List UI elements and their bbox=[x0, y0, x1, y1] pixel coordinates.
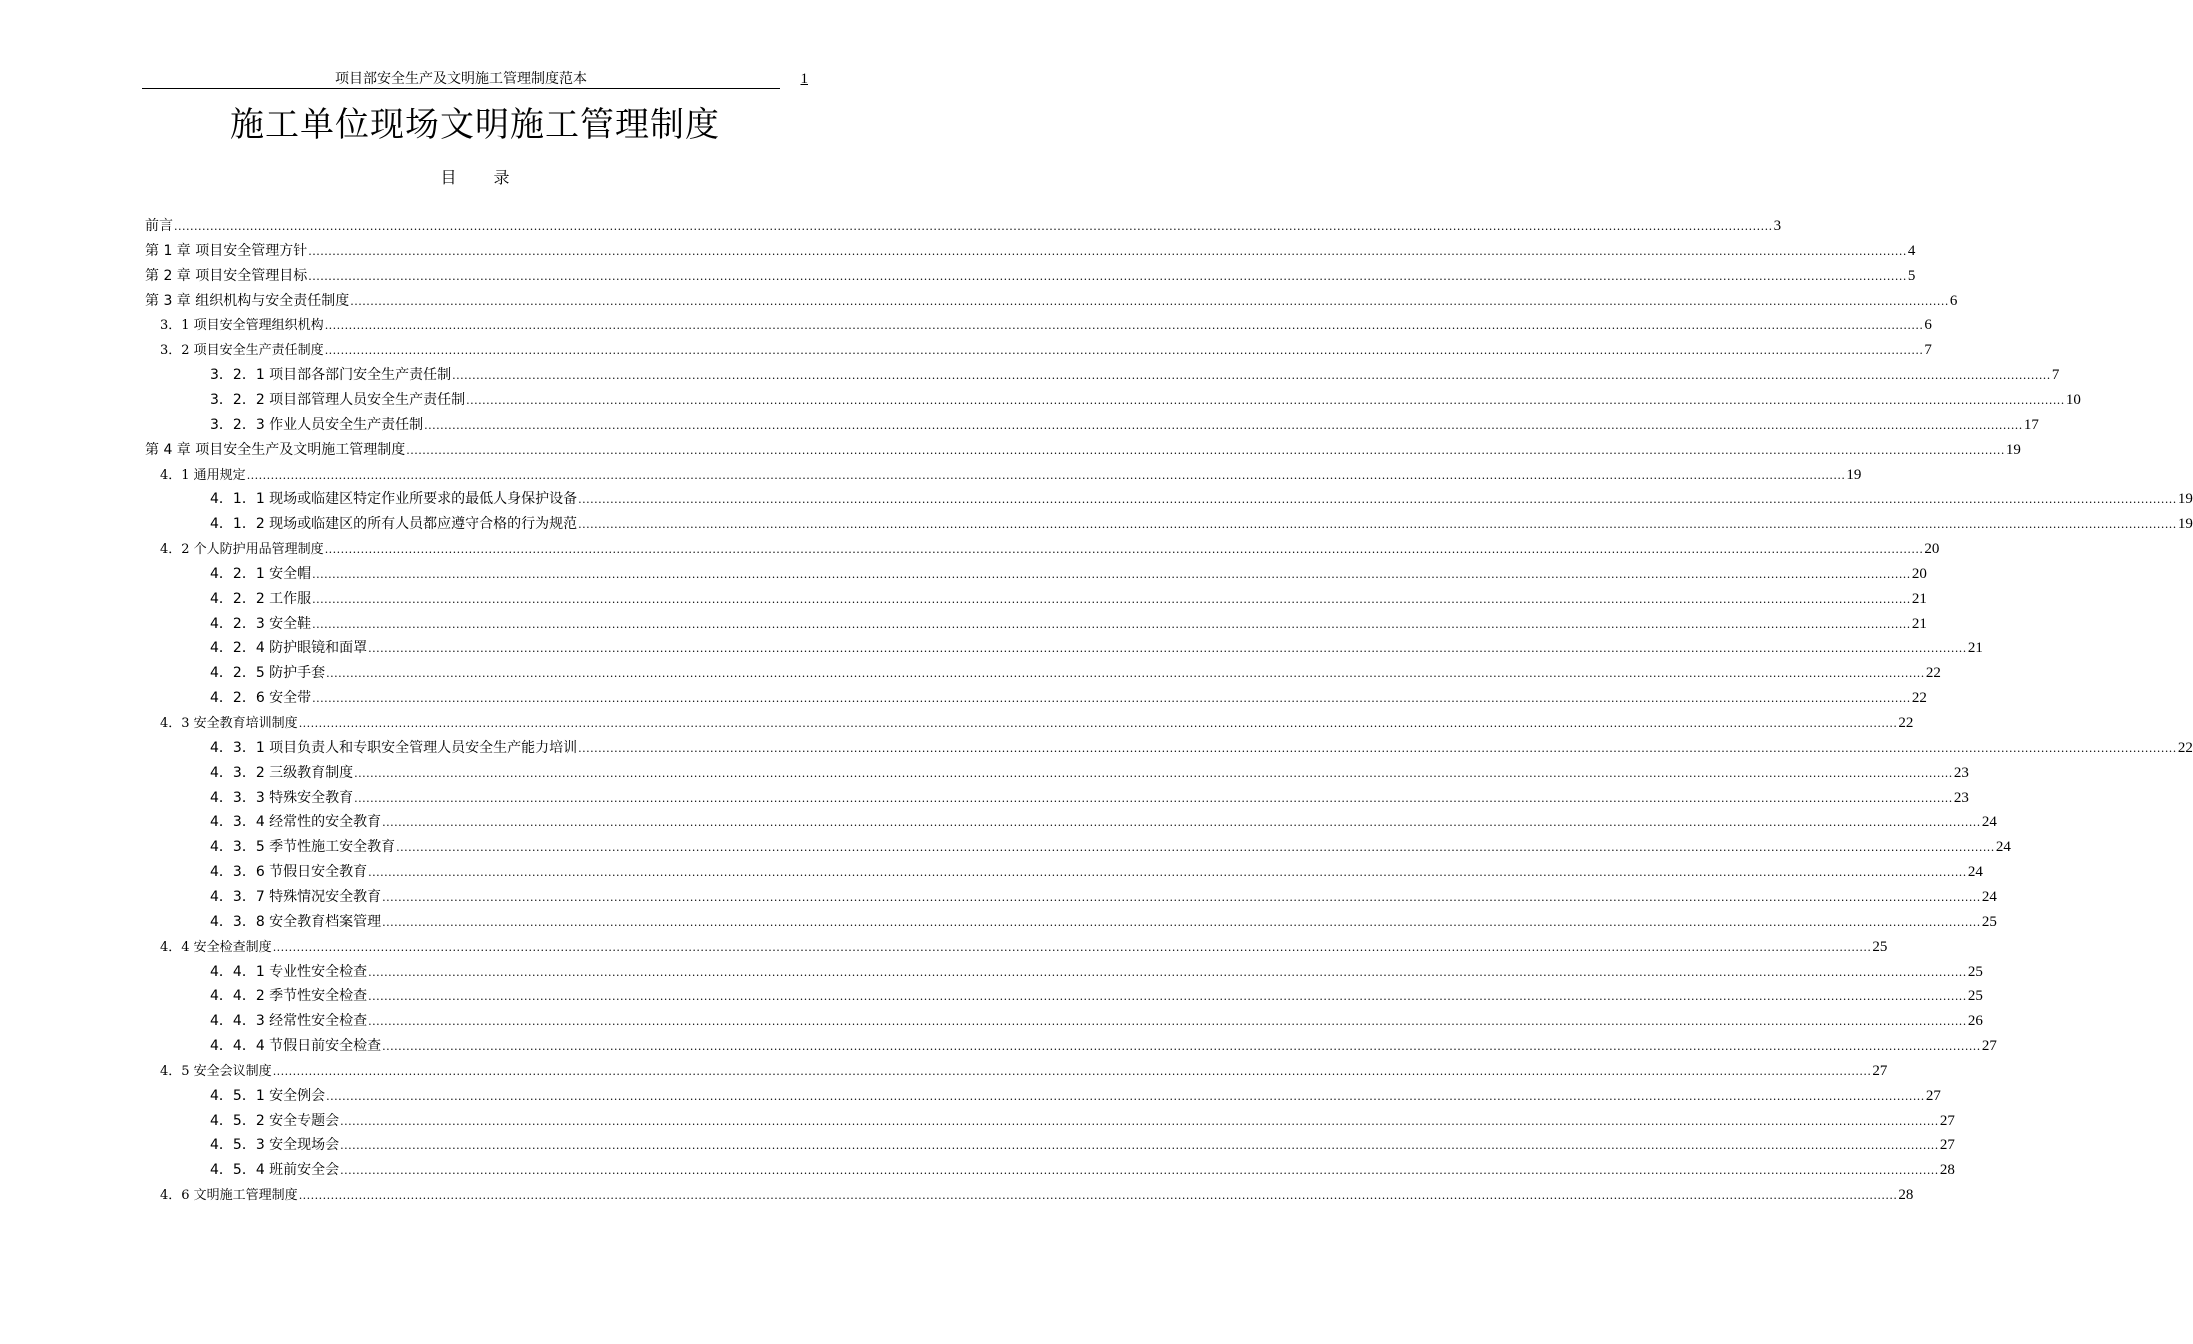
toc-entry-page: 27 bbox=[1939, 1112, 1955, 1129]
toc-entry-label: 4．2．4 防护眼镜和面罩 bbox=[210, 640, 368, 657]
toc-entry bbox=[210, 788, 1969, 808]
toc-entry-page: 22 bbox=[2177, 739, 2193, 756]
toc-entry bbox=[160, 340, 1932, 360]
toc-entry bbox=[145, 216, 1782, 236]
toc-entry-page: 24 bbox=[1967, 864, 1983, 881]
toc-leader-dots: ................................................................................................................................................................................................................................................................................................................................................................................................................ bbox=[298, 717, 1898, 730]
toc-entry-label: 4．3．8 安全教育档案管理 bbox=[210, 913, 382, 930]
toc-leader-dots: ................................................................................................................................................................................................................................................................................................................................................................................................................ bbox=[312, 592, 1911, 606]
toc-entry-label: 4．6 文明施工管理制度 bbox=[160, 1188, 298, 1204]
toc-leader-dots: ................................................................................................................................................................................................................................................................................................................................................................................................................ bbox=[578, 741, 2177, 755]
toc-entry-label: 前言 bbox=[145, 218, 173, 234]
toc-entry-label: 4．4．3 经常性安全检查 bbox=[210, 1013, 368, 1030]
toc-entry-page: 19 bbox=[2177, 491, 2193, 508]
toc-entry bbox=[160, 315, 1932, 335]
toc-entry-page: 24 bbox=[1995, 839, 2011, 856]
toc-entry bbox=[210, 962, 1983, 982]
toc-entry bbox=[210, 1160, 1955, 1180]
toc-entry-label: 4．5．4 班前安全会 bbox=[210, 1162, 340, 1179]
toc-entry bbox=[160, 465, 1862, 485]
toc-entry bbox=[210, 614, 1927, 634]
toc-leader-dots: ................................................................................................................................................................................................................................................................................................................................................................................................................ bbox=[406, 443, 2005, 457]
toc-entry bbox=[160, 713, 1914, 733]
toc-entry-page: 24 bbox=[1981, 814, 1997, 831]
toc-entry bbox=[210, 986, 1983, 1006]
toc-entry bbox=[210, 887, 1997, 907]
toc-entry-page: 25 bbox=[1872, 938, 1888, 955]
toc-entry-label: 4．2．6 安全带 bbox=[210, 690, 312, 707]
toc-entry-label: 4．3．1 项目负责人和专职安全管理人员安全生产能力培训 bbox=[210, 739, 578, 756]
toc-entry-label: 4．3．7 特殊情况安全教育 bbox=[210, 888, 382, 905]
toc-entry bbox=[210, 514, 2193, 534]
toc-leader-dots: ................................................................................................................................................................................................................................................................................................................................................................................................................ bbox=[368, 866, 1967, 880]
toc-entry-label: 4．3．3 特殊安全教育 bbox=[210, 789, 354, 806]
toc-entry-label: 4．5．2 安全专题会 bbox=[210, 1112, 340, 1129]
toc-leader-dots: ................................................................................................................................................................................................................................................................................................................................................................................................................ bbox=[578, 493, 2177, 507]
toc-entry-label: 4．4．1 专业性安全检查 bbox=[210, 963, 368, 980]
toc-entry-label: 3．2 项目安全生产责任制度 bbox=[160, 343, 324, 359]
toc-entry-page: 20 bbox=[1924, 541, 1940, 558]
toc-leader-dots: ................................................................................................................................................................................................................................................................................................................................................................................................................ bbox=[246, 468, 1846, 482]
toc-leader-dots: ................................................................................................................................................................................................................................................................................................................................................................................................................ bbox=[340, 1164, 1939, 1178]
toc-entry-page: 28 bbox=[1898, 1187, 1914, 1204]
toc-leader-dots: ................................................................................................................................................................................................................................................................................................................................................................................................................ bbox=[308, 269, 1907, 283]
toc-leader-dots: ................................................................................................................................................................................................................................................................................................................................................................................................................ bbox=[326, 1089, 1925, 1103]
toc-entry bbox=[145, 440, 2021, 460]
toc-entry-label: 第 4 章 项目安全生产及文明施工管理制度 bbox=[145, 441, 406, 458]
toc-leader-dots: ................................................................................................................................................................................................................................................................................................................................................................................................................ bbox=[424, 418, 2023, 432]
toc-entry-page: 27 bbox=[1981, 1038, 1997, 1055]
toc-entry-page: 23 bbox=[1953, 764, 1969, 781]
toc-entry-label: 第 2 章 项目安全管理目标 bbox=[145, 267, 308, 284]
toc-entry bbox=[210, 862, 1983, 882]
toc-entry bbox=[160, 1061, 1888, 1081]
toc-entry-label: 4．4 安全检查制度 bbox=[160, 939, 272, 955]
toc-entry-label: 4．3．5 季节性施工安全教育 bbox=[210, 839, 396, 856]
toc-leader-dots: ................................................................................................................................................................................................................................................................................................................................................................................................................ bbox=[272, 940, 1872, 954]
toc-entry bbox=[145, 291, 1958, 311]
toc-leader-dots: ................................................................................................................................................................................................................................................................................................................................................................................................................ bbox=[324, 344, 1924, 358]
toc-entry-page: 22 bbox=[1925, 665, 1941, 682]
toc-entry-page: 24 bbox=[1981, 888, 1997, 905]
page-header bbox=[142, 70, 808, 92]
toc-entry-page: 6 bbox=[1949, 292, 1958, 309]
toc-entry-label: 4．4．4 节假日前安全检查 bbox=[210, 1038, 382, 1055]
toc-leader-dots: ................................................................................................................................................................................................................................................................................................................................................................................................................ bbox=[368, 965, 1967, 979]
toc-entry bbox=[160, 937, 1888, 957]
toc-leader-dots: ................................................................................................................................................................................................................................................................................................................................................................................................................ bbox=[382, 816, 1981, 830]
toc-entry-page: 21 bbox=[1967, 640, 1983, 657]
toc-entry-page: 25 bbox=[1967, 988, 1983, 1005]
toc-leader-dots: ................................................................................................................................................................................................................................................................................................................................................................................................................ bbox=[368, 1015, 1967, 1029]
toc-entry-label: 4．3．6 节假日安全教育 bbox=[210, 864, 368, 881]
toc-entry-page: 19 bbox=[2177, 516, 2193, 533]
toc-entry-page: 7 bbox=[2051, 367, 2060, 384]
toc-leader-dots: ................................................................................................................................................................................................................................................................................................................................................................................................................ bbox=[312, 692, 1911, 706]
toc-entry-page: 26 bbox=[1967, 1013, 1983, 1030]
toc-entry bbox=[210, 489, 2193, 509]
toc-leader-dots: ................................................................................................................................................................................................................................................................................................................................................................................................................ bbox=[354, 791, 1953, 805]
toc-entry-page: 22 bbox=[1898, 715, 1914, 731]
toc-entry bbox=[210, 564, 1927, 584]
toc-leader-dots: ................................................................................................................................................................................................................................................................................................................................................................................................................ bbox=[368, 990, 1967, 1004]
toc-entry-label: 4．2．2 工作服 bbox=[210, 590, 312, 607]
toc-entry-label: 4．3 安全教育培训制度 bbox=[160, 716, 298, 731]
toc-leader-dots: ................................................................................................................................................................................................................................................................................................................................................................................................................ bbox=[298, 1189, 1898, 1203]
toc-heading: 目 录 bbox=[440, 168, 526, 187]
toc-entry-label: 4．5 安全会议制度 bbox=[160, 1063, 272, 1079]
toc-entry-page: 27 bbox=[1939, 1137, 1955, 1154]
toc-leader-dots: ................................................................................................................................................................................................................................................................................................................................................................................................................ bbox=[312, 617, 1911, 631]
toc-leader-dots: ................................................................................................................................................................................................................................................................................................................................................................................................................ bbox=[466, 393, 2065, 407]
toc-entry-page: 10 bbox=[2065, 391, 2081, 408]
toc-leader-dots: ................................................................................................................................................................................................................................................................................................................................................................................................................ bbox=[324, 319, 1924, 333]
toc-entry-label: 4．3．4 经常性的安全教育 bbox=[210, 814, 382, 831]
toc-leader-dots: ................................................................................................................................................................................................................................................................................................................................................................................................................ bbox=[368, 642, 1967, 656]
toc-entry-page: 19 bbox=[2005, 441, 2021, 458]
toc-entry bbox=[210, 912, 1997, 932]
toc-entry-page: 22 bbox=[1911, 690, 1927, 707]
toc-entry bbox=[210, 1036, 1997, 1056]
toc-leader-dots: ................................................................................................................................................................................................................................................................................................................................................................................................................ bbox=[340, 1139, 1939, 1153]
toc-entry-label: 3．2．1 项目部各部门安全生产责任制 bbox=[210, 367, 452, 384]
toc-entry bbox=[210, 1135, 1955, 1155]
toc-leader-dots: ................................................................................................................................................................................................................................................................................................................................................................................................................ bbox=[326, 667, 1925, 681]
toc-entry-label: 3．1 项目安全管理组织机构 bbox=[160, 318, 324, 334]
toc-entry bbox=[160, 1185, 1914, 1205]
toc-entry-label: 3．2．3 作业人员安全生产责任制 bbox=[210, 416, 424, 433]
toc-entry-label: 4．1 通用规定 bbox=[160, 467, 246, 483]
toc-entry-label: 4．3．2 三级教育制度 bbox=[210, 764, 354, 781]
toc-entry bbox=[210, 738, 2193, 758]
toc-entry-label: 4．2．5 防护手套 bbox=[210, 665, 326, 682]
toc-entry-page: 21 bbox=[1911, 615, 1927, 632]
toc-entry bbox=[210, 1086, 1941, 1106]
toc-entry-page: 17 bbox=[2023, 416, 2039, 433]
toc-entry-page: 27 bbox=[1925, 1087, 1941, 1104]
toc-entry bbox=[210, 638, 1983, 658]
toc-entry-page: 20 bbox=[1911, 565, 1927, 582]
toc-entry bbox=[210, 812, 1997, 832]
toc-leader-dots: ................................................................................................................................................................................................................................................................................................................................................................................................................ bbox=[396, 841, 1995, 855]
toc-entry bbox=[210, 837, 2011, 857]
header-rule bbox=[142, 88, 780, 89]
toc-entry bbox=[145, 241, 1916, 261]
toc-entry bbox=[160, 539, 1940, 559]
toc-leader-dots: ................................................................................................................................................................................................................................................................................................................................................................................................................ bbox=[324, 543, 1924, 557]
toc-entry-label: 4．1．1 现场或临建区特定作业所要求的最低人身保护设备 bbox=[210, 491, 578, 508]
toc-entry-page: 25 bbox=[1967, 963, 1983, 980]
toc-leader-dots: ................................................................................................................................................................................................................................................................................................................................................................................................................ bbox=[272, 1064, 1872, 1078]
toc-entry-label: 4．5．1 安全例会 bbox=[210, 1087, 326, 1104]
toc-entry-page: 23 bbox=[1953, 789, 1969, 806]
toc-leader-dots: ................................................................................................................................................................................................................................................................................................................................................................................................................ bbox=[382, 915, 1981, 929]
toc-leader-dots: ................................................................................................................................................................................................................................................................................................................................................................................................................ bbox=[308, 244, 1907, 258]
toc-entry-label: 第 3 章 组织机构与安全责任制度 bbox=[145, 292, 350, 309]
toc-leader-dots: ................................................................................................................................................................................................................................................................................................................................................................................................................ bbox=[312, 567, 1911, 581]
toc-entry bbox=[210, 688, 1927, 708]
toc-entry-label: 4．2．1 安全帽 bbox=[210, 565, 312, 582]
toc-entry-label: 4．5．3 安全现场会 bbox=[210, 1137, 340, 1154]
toc-entry-label: 4．2．3 安全鞋 bbox=[210, 615, 312, 632]
toc-leader-dots: ................................................................................................................................................................................................................................................................................................................................................................................................................ bbox=[578, 518, 2177, 532]
toc-entry-page: 28 bbox=[1939, 1162, 1955, 1179]
toc-entry-page: 4 bbox=[1907, 242, 1916, 259]
toc-leader-dots: ................................................................................................................................................................................................................................................................................................................................................................................................................ bbox=[452, 369, 2051, 383]
toc-entry-label: 4．4．2 季节性安全检查 bbox=[210, 988, 368, 1005]
toc-entry-label: 4．1．2 现场或临建区的所有人员都应遵守合格的行为规范 bbox=[210, 516, 578, 533]
toc-leader-dots: ................................................................................................................................................................................................................................................................................................................................................................................................................ bbox=[340, 1114, 1939, 1128]
toc-entry-label: 4．2 个人防护用品管理制度 bbox=[160, 542, 324, 558]
toc-leader-dots: ................................................................................................................................................................................................................................................................................................................................................................................................................ bbox=[382, 890, 1981, 904]
toc-entry-page: 6 bbox=[1924, 317, 1932, 334]
toc-leader-dots: ................................................................................................................................................................................................................................................................................................................................................................................................................ bbox=[354, 766, 1953, 780]
toc-entry-page: 19 bbox=[1846, 466, 1862, 483]
toc-leader-dots: ................................................................................................................................................................................................................................................................................................................................................................................................................ bbox=[382, 1040, 1981, 1054]
toc-entry bbox=[145, 266, 1916, 286]
header-title: 项目部安全生产及文明施工管理制度范本 bbox=[335, 71, 587, 87]
toc-entry bbox=[210, 1111, 1955, 1131]
toc-entry bbox=[210, 415, 2039, 435]
toc-entry-page: 21 bbox=[1911, 590, 1927, 607]
toc-entry bbox=[210, 663, 1941, 683]
toc-entry-page: 3 bbox=[1773, 218, 1782, 234]
toc-entry-label: 第 1 章 项目安全管理方针 bbox=[145, 242, 308, 259]
document-title: 施工单位现场文明施工管理制度 bbox=[230, 105, 720, 145]
toc-leader-dots: ................................................................................................................................................................................................................................................................................................................................................................................................................ bbox=[350, 294, 1949, 308]
header-page-number: 1 bbox=[800, 71, 808, 87]
toc-entry-page: 7 bbox=[1924, 342, 1932, 359]
toc-entry-page: 27 bbox=[1872, 1062, 1888, 1079]
toc-entry bbox=[210, 763, 1969, 783]
toc-entry-page: 25 bbox=[1981, 913, 1997, 930]
toc-entry bbox=[210, 390, 2081, 410]
toc-entry bbox=[210, 365, 2060, 385]
toc-leader-dots: ................................................................................................................................................................................................................................................................................................................................................................................................................ bbox=[174, 220, 1773, 233]
toc-entry-label: 3．2．2 项目部管理人员安全生产责任制 bbox=[210, 391, 466, 408]
toc-entry bbox=[210, 1011, 1983, 1031]
toc-entry bbox=[210, 589, 1927, 609]
toc-entry-page: 5 bbox=[1907, 267, 1916, 284]
